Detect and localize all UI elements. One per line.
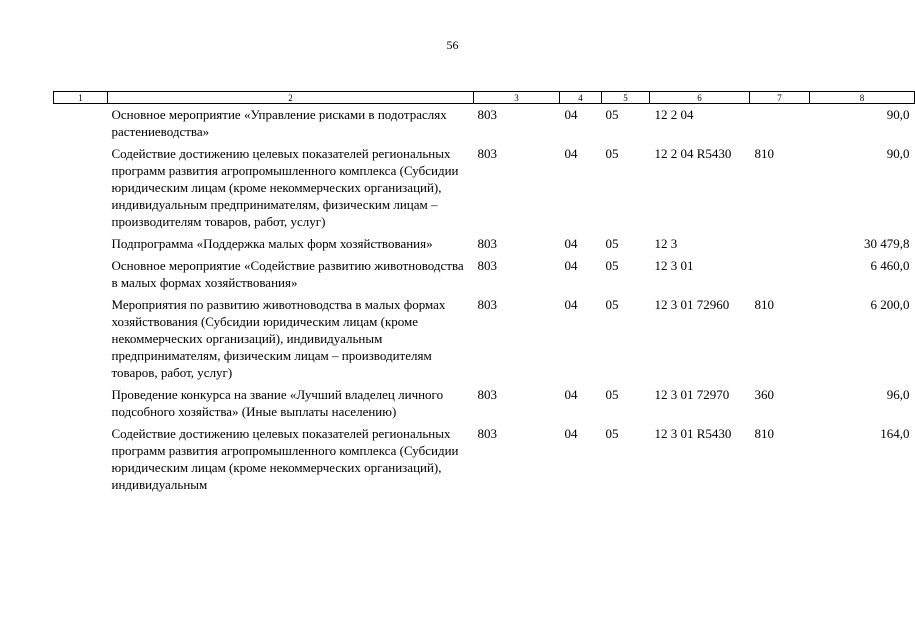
- subsection-code: 05: [605, 107, 619, 122]
- column-header: 4: [560, 92, 602, 104]
- section-code: 04: [564, 258, 578, 273]
- target-article-code: 12 2 04: [654, 107, 694, 122]
- amount: 90,0: [886, 146, 910, 161]
- row-name: Основное мероприятие «Содействие развитию животноводства в малых формах хозяйствования»: [111, 258, 464, 290]
- subsection-code: 05: [605, 387, 619, 402]
- table-row: [54, 143, 915, 233]
- expense-type-code: 810: [754, 426, 774, 441]
- ministry-code: 803: [477, 297, 497, 312]
- page-number: 56: [446, 38, 459, 52]
- target-article-code: 12 3 01 R5430: [654, 426, 732, 441]
- expense-type-code: 810: [754, 146, 774, 161]
- amount: 96,0: [886, 387, 910, 402]
- table-row: [54, 423, 915, 496]
- target-article-code: 12 3 01 72970: [654, 387, 730, 402]
- subsection-code: 05: [605, 297, 619, 312]
- column-header: 7: [750, 92, 810, 104]
- table-row: [54, 233, 915, 255]
- target-article-code: 12 3: [654, 236, 678, 251]
- row-name: Содействие достижению целевых показателей региональных программ развития агропромышленного комплекса (Субсидии юридическим лицам (кроме некоммерческих организаций), индивидуальным: [111, 426, 459, 492]
- subsection-code: 05: [605, 236, 619, 251]
- amount: 90,0: [886, 107, 910, 122]
- section-code: 04: [564, 297, 578, 312]
- section-code: 04: [564, 236, 578, 251]
- amount: 164,0: [880, 426, 910, 441]
- section-code: 04: [564, 387, 578, 402]
- expense-type-code: [750, 255, 810, 294]
- row-name: Подпрограмма «Поддержка малых форм хозяйствования»: [111, 236, 433, 251]
- subsection-code: 05: [605, 146, 619, 161]
- table-row: [54, 104, 915, 144]
- target-article-code: 12 3 01: [654, 258, 694, 273]
- amount: 6 460,0: [870, 258, 910, 273]
- amount: 30 479,8: [864, 236, 910, 251]
- ministry-code: 803: [477, 387, 497, 402]
- column-header: 1: [54, 92, 108, 104]
- column-header: 3: [474, 92, 560, 104]
- column-header: 6: [650, 92, 750, 104]
- table-row: [54, 384, 915, 423]
- expense-type-code: [750, 104, 810, 144]
- expense-type-code: 360: [754, 387, 774, 402]
- amount: 6 200,0: [870, 297, 910, 312]
- ministry-code: 803: [477, 426, 497, 441]
- row-name: Проведение конкурса на звание «Лучший владелец личного подсобного хозяйства» (Иные выплаты населению): [111, 387, 444, 419]
- expense-type-code: [750, 233, 810, 255]
- row-name: Основное мероприятие «Управление рисками в подотраслях растениеводства»: [111, 107, 447, 139]
- target-article-code: 12 2 04 R5430: [654, 146, 732, 161]
- ministry-code: 803: [477, 107, 497, 122]
- row-name: Мероприятия по развитию животноводства в малых формах хозяйствования (Субсидии юридическим лицам (кроме некоммерческих организаций), индивидуальным предпринимателям, физическим лицам – производителям товаров, работ, услуг): [111, 297, 446, 380]
- column-number-header: [54, 92, 915, 104]
- row-name: Содействие достижению целевых показателей региональных программ развития агропромышленного комплекса (Субсидии юридическим лицам (кроме некоммерческих организаций), индивидуальным предпринимателям, физическим лицам – производителям товаров, работ, услуг): [111, 146, 459, 229]
- column-header: 2: [108, 92, 474, 104]
- subsection-code: 05: [605, 258, 619, 273]
- expense-type-code: 810: [754, 297, 774, 312]
- column-header: 8: [810, 92, 915, 104]
- ministry-code: 803: [477, 146, 497, 161]
- section-code: 04: [564, 146, 578, 161]
- section-code: 04: [564, 107, 578, 122]
- ministry-code: 803: [477, 236, 497, 251]
- target-article-code: 12 3 01 72960: [654, 297, 730, 312]
- subsection-code: 05: [605, 426, 619, 441]
- table-row: [54, 294, 915, 384]
- budget-table: [53, 91, 915, 496]
- ministry-code: 803: [477, 258, 497, 273]
- column-header: 5: [602, 92, 650, 104]
- table-row: [54, 255, 915, 294]
- section-code: 04: [564, 426, 578, 441]
